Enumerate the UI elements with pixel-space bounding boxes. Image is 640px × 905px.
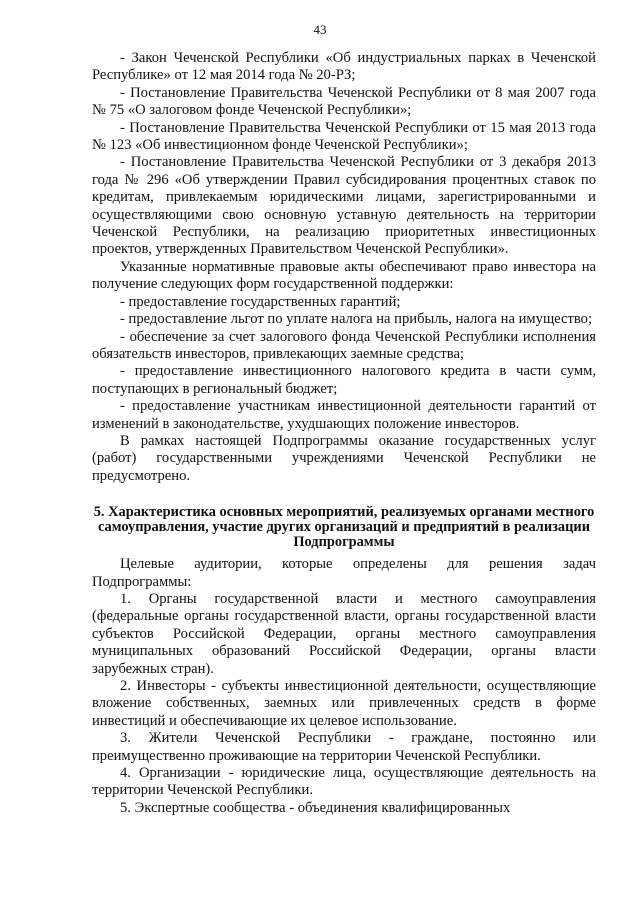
paragraph-investor-guarantees: - предоставление участникам инвестиционной деятельности гарантий от изменений в законодательстве, ухудшающих положение инвесторов.	[92, 398, 596, 432]
paragraph-tax-benefits: - предоставление льгот по уплате налога на прибыль, налога на имущество;	[120, 311, 593, 328]
paragraph-resolution-collateral-fund: - Постановление Правительства Чеченской Республики от 8 мая 2007 года № 75 «О залоговом фонде Чеченской Республики»;	[92, 84, 596, 119]
list-item-investors: 2. Инвесторы - субъекты инвестиционной деятельности, осуществляющие вложение собственных, заемных или привлеченных средств в форме инвестиций и обеспечивающие их целевое использование.	[92, 678, 596, 729]
paragraph-state-guarantees: - предоставление государственных гарантий;	[120, 293, 401, 310]
paragraph-target-audiences: Целевые аудитории, которые определены для решения задач Подпрограммы:	[92, 556, 596, 590]
section-heading: 5. Характеристика основных мероприятий, реализуемых органами местного самоуправления, участие других организаций и предприятий в реализации Подпрограммы	[93, 504, 595, 551]
page-number: 43	[313, 22, 327, 37]
list-item-state-authorities: 1. Органы государственной власти и местного самоуправления (федеральные органы государственной власти, органы государственной власти субъектов Российской Федерации, органы местного самоуправления муниципальных образований Российской Федерации, органы власти зарубежных стран).	[92, 590, 596, 677]
paragraph-investment-tax-credit: - предоставление инвестиционного налогового кредита в части сумм, поступающих в региональный бюджет;	[92, 363, 596, 397]
document-body	[92, 50, 596, 817]
list-item-expert-communities: 5. Экспертные сообщества - объединения квалифицированных	[120, 799, 511, 816]
list-item-residents: 3. Жители Чеченской Республики - граждане, постоянно или преимущественно проживающие на территории Чеченской Республики.	[92, 730, 596, 764]
list-item-organizations: 4. Организации - юридические лица, осуществляющие деятельность на территории Чеченской Республики.	[92, 765, 596, 799]
paragraph-law-industrial-parks: - Закон Чеченской Республики «Об индустриальных парках в Чеченской Республике» от 12 мая 2014 года № 20-РЗ;	[92, 50, 596, 84]
paragraph-state-services: В рамках настоящей Подпрограммы оказание государственных услуг (работ) государственными учреждениями Чеченской Республики не предусмотрено.	[92, 432, 596, 484]
paragraph-resolution-investment-fund: - Постановление Правительства Чеченской Республики от 15 мая 2013 года № 123 «Об инвестиционном фонде Чеченской Республики»;	[92, 119, 596, 154]
paragraph-collateral-fund-security: - обеспечение за счет залогового фонда Чеченской Республики исполнения обязательств инвесторов, привлекающих заемные средства;	[92, 328, 596, 362]
paragraph-resolution-interest-subsidy: - Постановление Правительства Чеченской Республики от 3 декабря 2013 года № 296 «Об утверждении Правил субсидирования процентных ставок по кредитам, привлекаемым юридическими лицами, зарегистрированными и осуществляющими свою основную уставную деятельность на территории Чеченской Республики, на реализацию приоритетных инвестиционных проектов, утвержденных Правительством Чеченской Республики».	[92, 154, 596, 258]
paragraph-acts-provide-rights: Указанные нормативные правовые акты обеспечивают право инвестора на получение следующих форм государственной поддержки:	[92, 258, 596, 293]
